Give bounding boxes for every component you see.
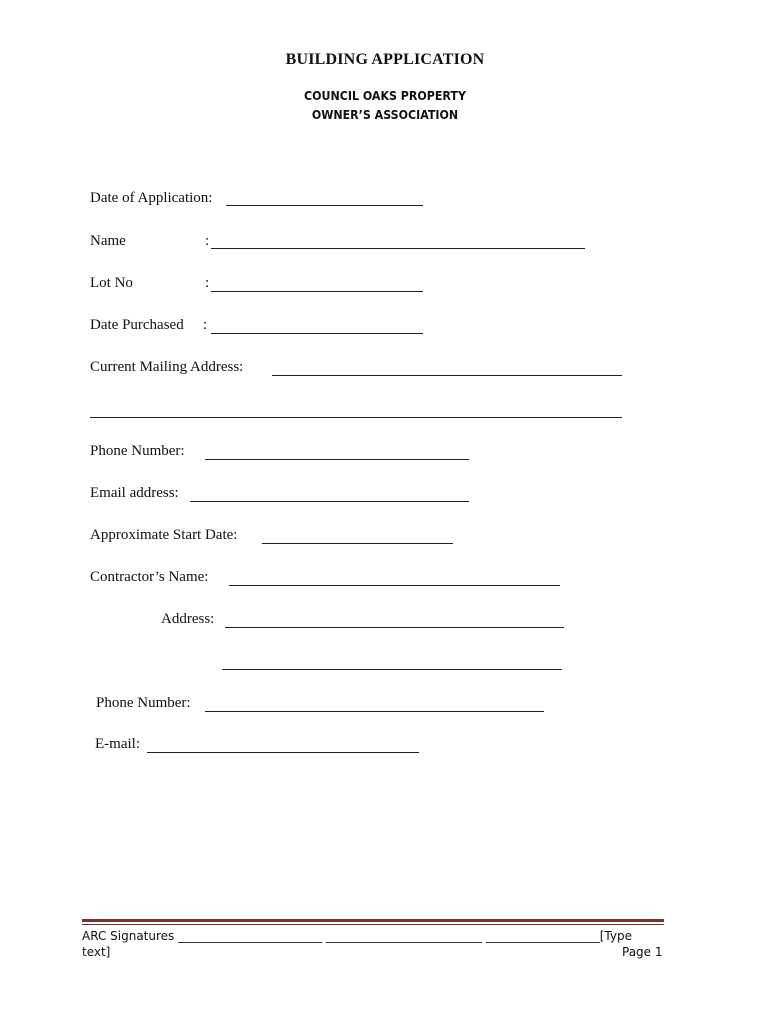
footer-type-text: text] — [82, 945, 111, 959]
phone-number-field[interactable] — [205, 459, 469, 460]
contractor-phone-label: Phone Number: — [96, 695, 191, 711]
contractor-name-field[interactable] — [229, 585, 560, 586]
lot-no-label: Lot No — [90, 275, 133, 291]
mailing-address-field-line-2[interactable] — [90, 417, 622, 418]
mailing-address-field-line-1[interactable] — [272, 375, 622, 376]
date-of-application-label: Date of Application: — [90, 190, 213, 206]
start-date-label: Approximate Start Date: — [90, 527, 238, 543]
name-label: Name — [90, 233, 126, 249]
contractor-email-label: E-mail: — [95, 736, 140, 752]
arc-signatures-line: ARC Signatures ________________________ __________________________ ___________________[Type — [82, 929, 632, 943]
date-of-application-field[interactable] — [226, 205, 423, 206]
document-title: BUILDING APPLICATION — [285, 51, 485, 68]
footer-rule-thin — [82, 924, 664, 925]
contractor-name-label: Contractor’s Name: — [90, 569, 209, 585]
date-purchased-field[interactable] — [211, 333, 423, 334]
date-purchased-label: Date Purchased — [90, 317, 184, 333]
contractor-address-field-line-2[interactable] — [222, 669, 562, 670]
org-name-line-2: OWNER’S ASSOCIATION — [311, 108, 459, 122]
contractor-email-field[interactable] — [147, 752, 419, 753]
email-address-field[interactable] — [190, 501, 469, 502]
start-date-field[interactable] — [262, 543, 453, 544]
lot-no-colon: : — [205, 275, 210, 291]
contractor-address-field-line-1[interactable] — [225, 627, 564, 628]
date-purchased-colon: : — [203, 317, 208, 333]
name-colon: : — [205, 233, 210, 249]
mailing-address-label: Current Mailing Address: — [90, 359, 244, 375]
name-field[interactable] — [211, 248, 585, 249]
lot-no-field[interactable] — [211, 291, 423, 292]
contractor-address-label: Address: — [161, 611, 215, 627]
footer-rule-thick — [82, 919, 664, 922]
org-name-line-1: COUNCIL OAKS PROPERTY — [304, 89, 466, 103]
page-number: Page 1 — [622, 945, 663, 959]
email-address-label: Email address: — [90, 485, 179, 501]
contractor-phone-field[interactable] — [205, 711, 544, 712]
phone-number-label: Phone Number: — [90, 443, 185, 459]
